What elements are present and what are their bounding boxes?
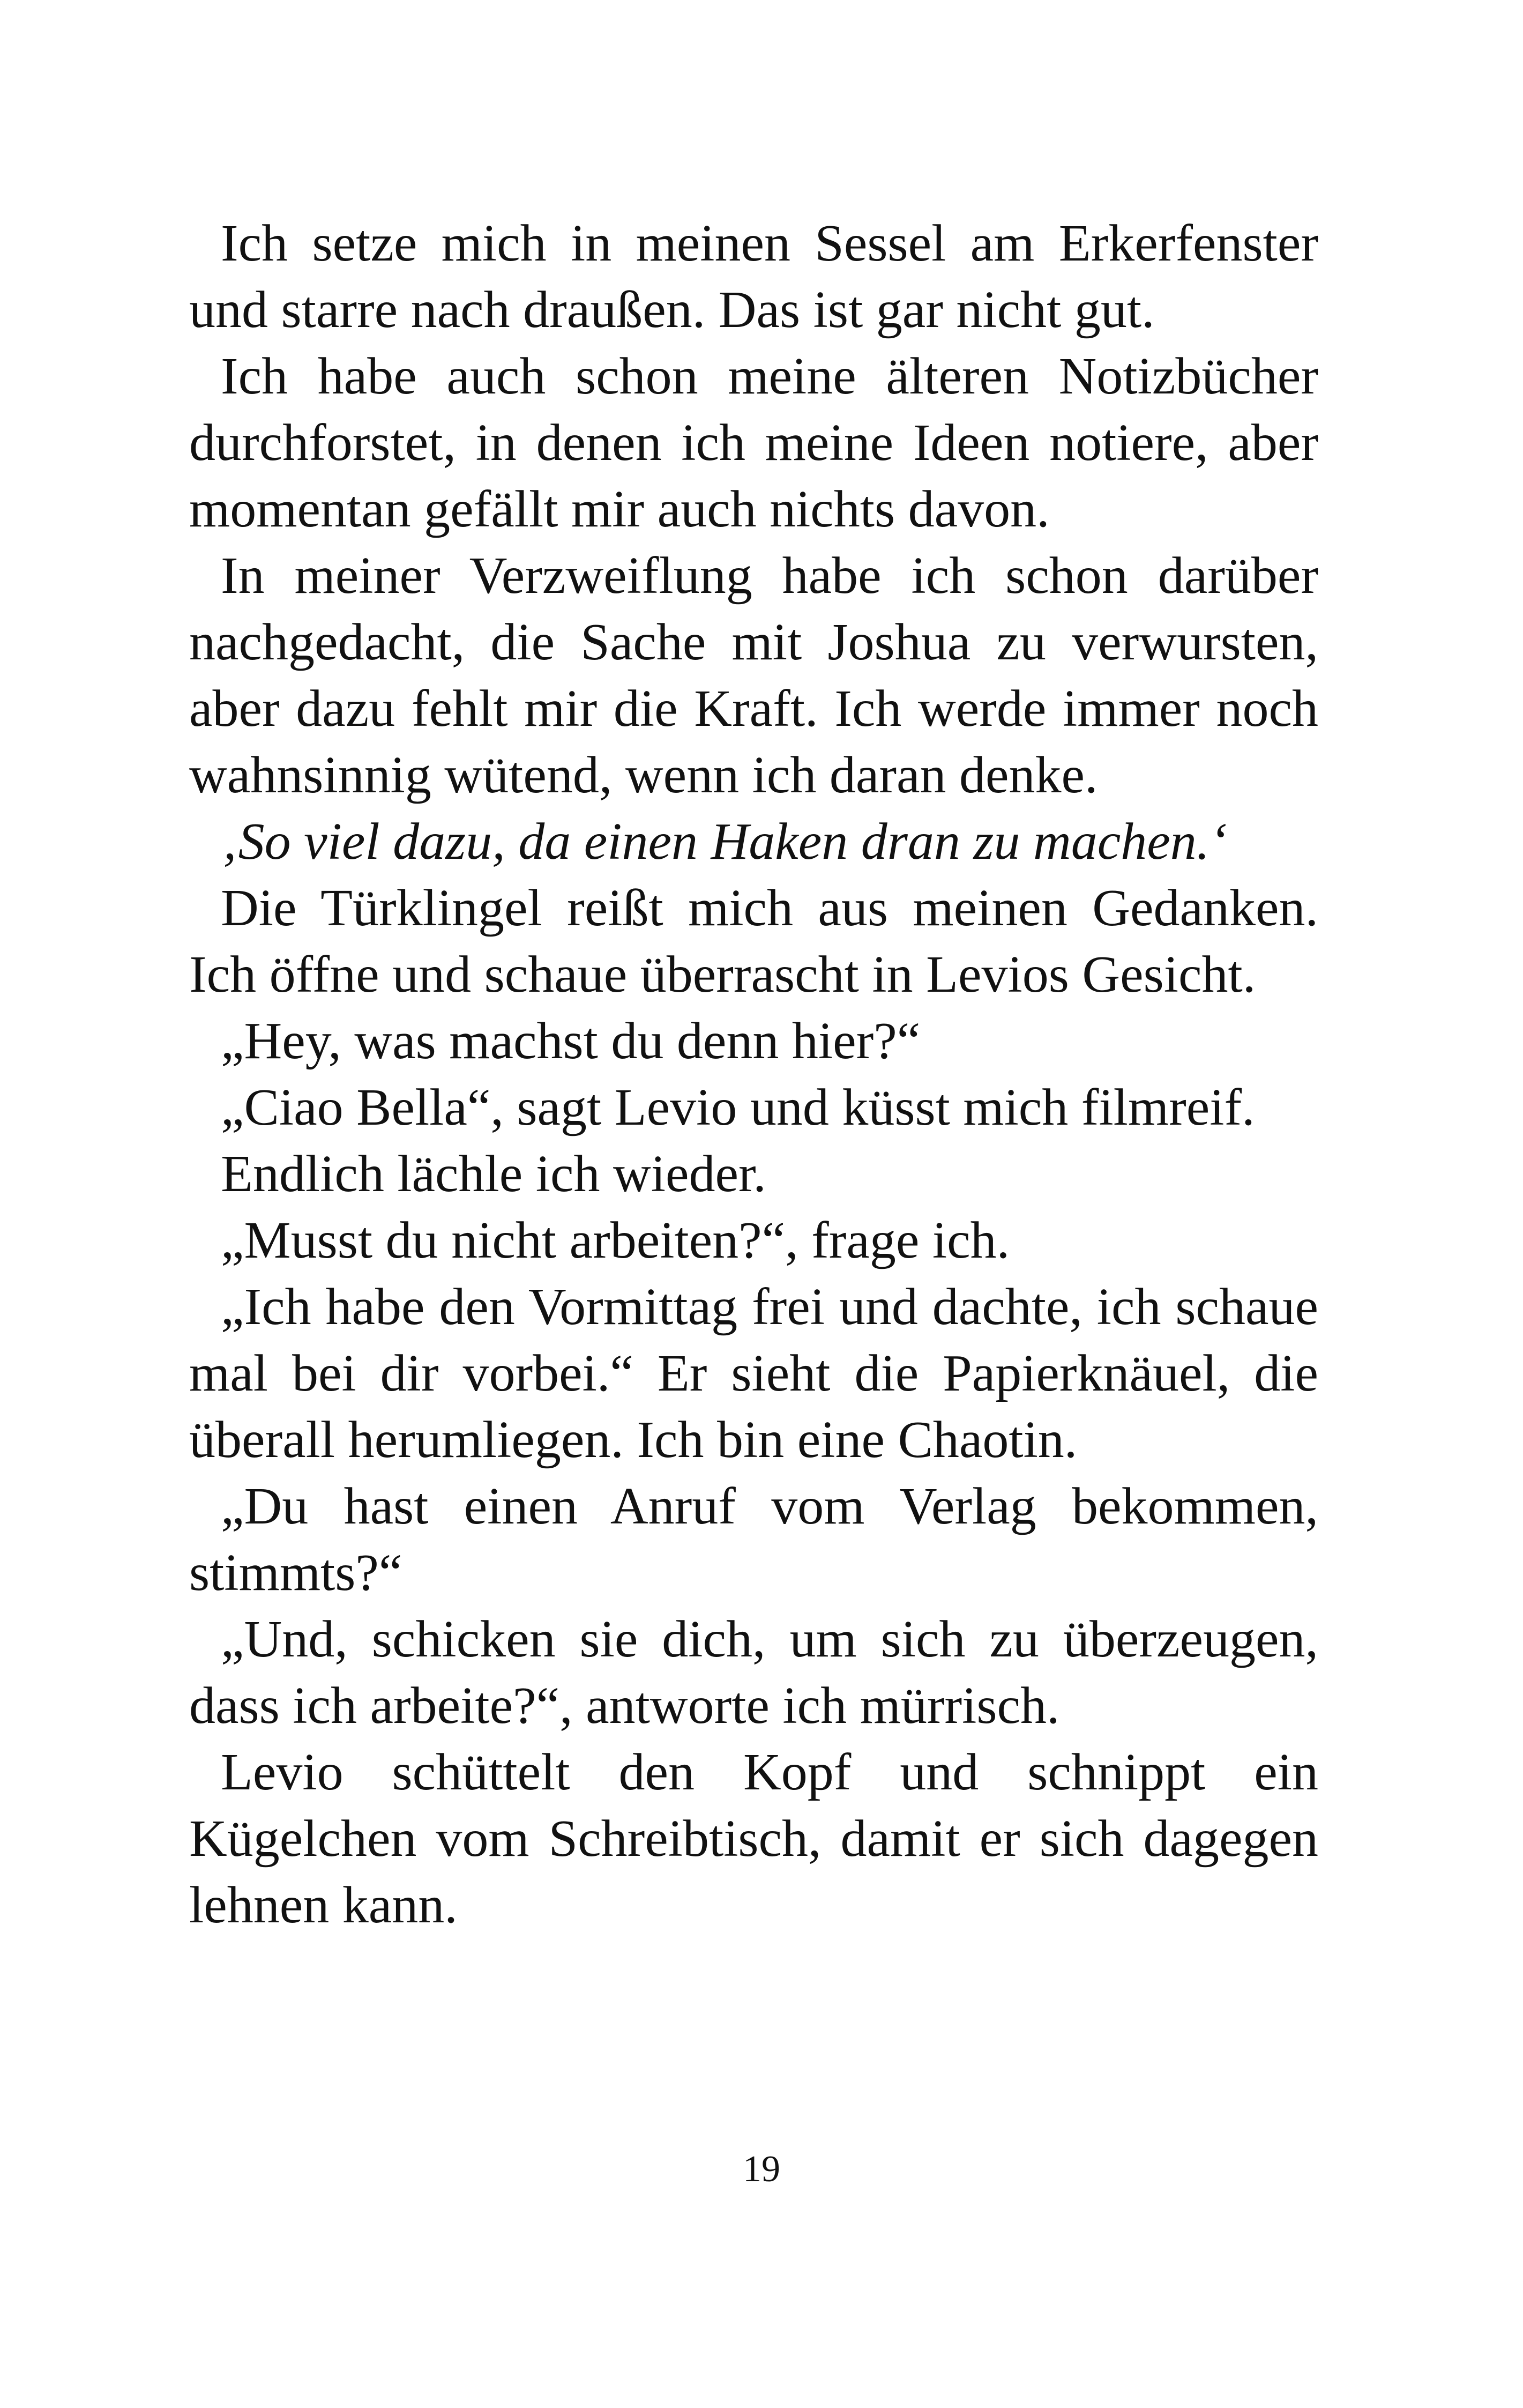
paragraph: Endlich lächle ich wieder. (221, 1145, 766, 1203)
italic-thought-paragraph: ‚So viel dazu, da einen Haken dran zu machen.‘ (221, 813, 1227, 871)
dialogue-paragraph: „Du hast einen Anruf vom Verlag bekommen, stimmts?“ (189, 1477, 1318, 1602)
paragraph: Levio schüttelt den Kopf und schnippt ein Kügelchen vom Schreibtisch, damit er sich dagegen lehnen kann. (189, 1743, 1318, 1934)
dialogue-paragraph: „Ciao Bella“, sagt Levio und küsst mich filmreif. (221, 1079, 1255, 1136)
paragraph: Ich habe auch schon meine älteren Notizbücher durchforstet, in denen ich meine Ideen notiere, aber momentan gefällt mir auch nichts davon. (189, 347, 1318, 538)
paragraph: Die Türklingel reißt mich aus meinen Gedanken. Ich öffne und schaue überrascht in Levios Gesicht. (189, 879, 1318, 1004)
dialogue-paragraph: „Hey, was machst du denn hier?“ (221, 1012, 921, 1070)
paragraph: In meiner Verzweiflung habe ich schon darüber nachgedacht, die Sache mit Joshua zu verwursten, aber dazu fehlt mir die Kraft. Ich werde immer noch wahnsinnig wütend, wenn ich daran denke. (189, 547, 1318, 804)
body-text (189, 210, 1318, 1938)
page-number: 19 (743, 2149, 780, 2190)
dialogue-paragraph: „Musst du nicht arbeiten?“, frage ich. (221, 1212, 1010, 1269)
dialogue-paragraph: „Ich habe den Vormittag frei und dachte, ich schaue mal bei dir vorbei.“ Er sieht die Papierknäuel, die überall herumliegen. Ich bin eine Chaotin. (189, 1278, 1318, 1469)
dialogue-paragraph: „Und, schicken sie dich, um sich zu überzeugen, dass ich arbeite?“, antworte ich mürrisch. (189, 1610, 1318, 1735)
paragraph: Ich setze mich in meinen Sessel am Erkerfenster und starre nach draußen. Das ist gar nicht gut. (189, 214, 1318, 339)
